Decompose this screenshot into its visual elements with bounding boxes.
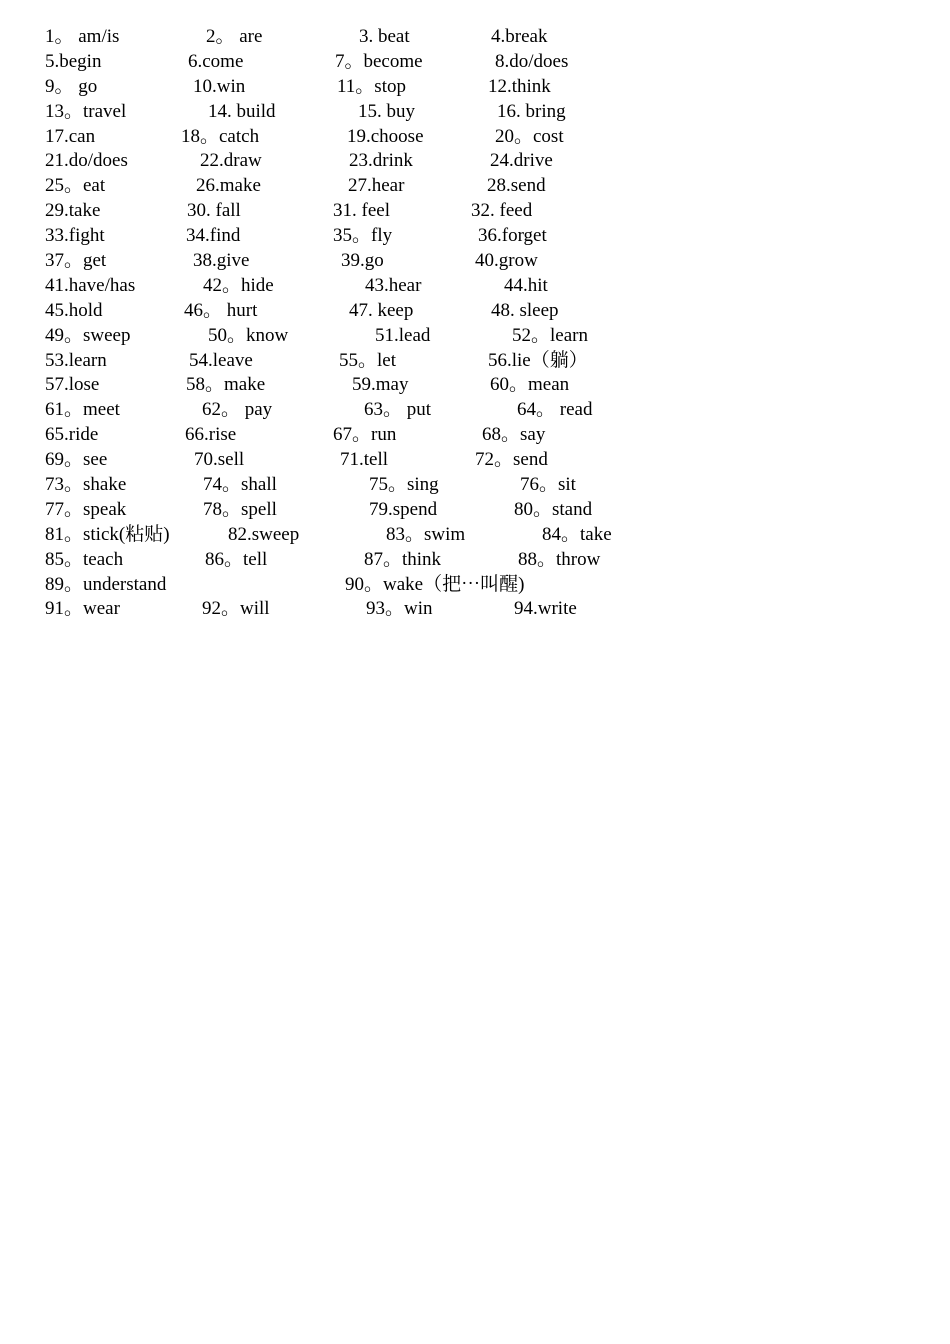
word-entry: 49。sweep [45, 324, 131, 346]
word-row [0, 423, 950, 448]
word-row [0, 498, 950, 523]
word-entry: 7。become [335, 50, 423, 72]
word-entry: 30. fall [187, 200, 241, 222]
word-entry: 60。mean [490, 374, 570, 396]
word-entry: 54.leave [189, 349, 253, 371]
word-entry: 61。meet [45, 399, 120, 421]
word-entry: 39.go [341, 250, 384, 272]
word-entry: 65.ride [45, 424, 99, 446]
word-entry: 72。send [475, 449, 548, 471]
word-row [0, 398, 950, 423]
word-entry: 80。stand [514, 498, 593, 520]
word-entry: 5.begin [45, 50, 102, 72]
word-row [0, 100, 950, 125]
word-row [0, 249, 950, 274]
word-entry: 83。swim [386, 523, 466, 545]
word-entry: 86。tell [205, 548, 268, 570]
word-entry: 29.take [45, 200, 101, 222]
word-row [0, 473, 950, 498]
word-entry: 67。run [333, 424, 397, 446]
word-entry: 35。fly [333, 225, 393, 247]
word-entry: 23.drink [349, 150, 413, 172]
word-entry: 12.think [488, 75, 551, 97]
word-entry: 68。say [482, 424, 546, 446]
word-entry: 81。stick(粘贴) [45, 523, 170, 545]
word-entry: 40.grow [475, 250, 538, 272]
word-entry: 36.forget [478, 225, 547, 247]
word-row [0, 174, 950, 199]
word-entry: 43.hear [365, 274, 422, 296]
word-entry: 21.do/does [45, 150, 128, 172]
word-entry: 82.sweep [228, 523, 300, 545]
word-row [0, 523, 950, 548]
word-entry: 84。take [542, 523, 612, 545]
word-entry: 69。see [45, 449, 108, 471]
word-row [0, 25, 950, 50]
word-entry: 37。get [45, 250, 107, 272]
word-entry: 63。 put [364, 399, 432, 421]
word-row [0, 349, 950, 374]
word-entry: 76。sit [520, 474, 576, 496]
word-entry: 38.give [193, 250, 250, 272]
word-entry: 11。stop [337, 75, 406, 97]
word-row [0, 373, 950, 398]
word-entry: 93。win [366, 598, 433, 620]
word-row [0, 573, 950, 598]
word-entry: 55。let [339, 349, 396, 371]
word-entry: 87。think [364, 548, 442, 570]
word-entry: 22.draw [200, 150, 262, 172]
word-entry: 20。cost [495, 125, 564, 147]
word-row [0, 125, 950, 150]
word-entry: 78。spell [203, 498, 277, 520]
word-row [0, 597, 950, 622]
word-entry: 52。learn [512, 324, 588, 346]
word-entry: 90。wake（把⋯叫醒) [345, 573, 525, 595]
verb-word-list [0, 25, 950, 622]
word-entry: 25。eat [45, 175, 106, 197]
word-entry: 94.write [514, 598, 577, 620]
word-entry: 32. feed [471, 200, 533, 222]
word-entry: 66.rise [185, 424, 237, 446]
word-entry: 57.lose [45, 374, 100, 396]
word-row [0, 274, 950, 299]
word-entry: 17.can [45, 125, 96, 147]
word-entry: 48. sleep [491, 299, 559, 321]
word-row [0, 299, 950, 324]
word-row [0, 548, 950, 573]
word-entry: 88。throw [518, 548, 601, 570]
word-entry: 79.spend [369, 498, 438, 520]
word-entry: 42。hide [203, 274, 274, 296]
word-entry: 41.have/has [45, 274, 136, 296]
word-entry: 75。sing [369, 474, 439, 496]
word-entry: 33.fight [45, 225, 105, 247]
word-entry: 56.lie（躺） [488, 349, 588, 371]
word-entry: 45.hold [45, 299, 103, 321]
word-entry: 3. beat [359, 26, 410, 47]
word-entry: 6.come [188, 50, 244, 72]
word-entry: 15. buy [358, 100, 415, 122]
word-entry: 8.do/does [495, 50, 569, 72]
word-entry: 53.learn [45, 349, 107, 371]
word-row [0, 75, 950, 100]
word-entry: 73。shake [45, 474, 127, 496]
word-entry: 9。 go [45, 75, 98, 97]
word-entry: 19.choose [347, 125, 424, 147]
word-entry: 24.drive [490, 150, 553, 172]
word-entry: 58。make [186, 374, 266, 396]
word-entry: 64。 read [517, 399, 593, 421]
word-entry: 51.lead [375, 324, 431, 346]
word-entry: 34.find [186, 225, 241, 247]
word-entry: 1。 am/is [45, 26, 120, 47]
word-entry: 16. bring [497, 100, 566, 122]
word-entry: 28.send [487, 175, 546, 197]
word-row [0, 224, 950, 249]
word-entry: 70.sell [194, 449, 245, 471]
word-entry: 77。speak [45, 498, 127, 520]
word-row [0, 50, 950, 75]
word-entry: 50。know [208, 324, 289, 346]
word-entry: 44.hit [504, 274, 548, 296]
word-row [0, 199, 950, 224]
word-entry: 71.tell [340, 449, 389, 471]
word-entry: 2。 are [206, 26, 263, 47]
word-entry: 62。 pay [202, 399, 273, 421]
word-entry: 13。travel [45, 100, 127, 122]
word-entry: 26.make [196, 175, 261, 197]
word-entry: 59.may [352, 374, 409, 396]
word-entry: 89。understand [45, 573, 167, 595]
word-entry: 18。catch [181, 125, 260, 147]
word-entry: 31. feel [333, 200, 390, 222]
word-entry: 74。shall [203, 474, 277, 496]
word-row [0, 324, 950, 349]
word-row [0, 149, 950, 174]
word-entry: 85。teach [45, 548, 124, 570]
word-entry: 4.break [491, 26, 548, 47]
word-entry: 92。will [202, 598, 270, 620]
word-row [0, 448, 950, 473]
word-entry: 47. keep [349, 299, 414, 321]
word-entry: 14. build [208, 100, 276, 122]
word-entry: 10.win [193, 75, 246, 97]
word-entry: 46。 hurt [184, 299, 258, 321]
word-entry: 91。wear [45, 598, 120, 620]
word-entry: 27.hear [348, 175, 405, 197]
